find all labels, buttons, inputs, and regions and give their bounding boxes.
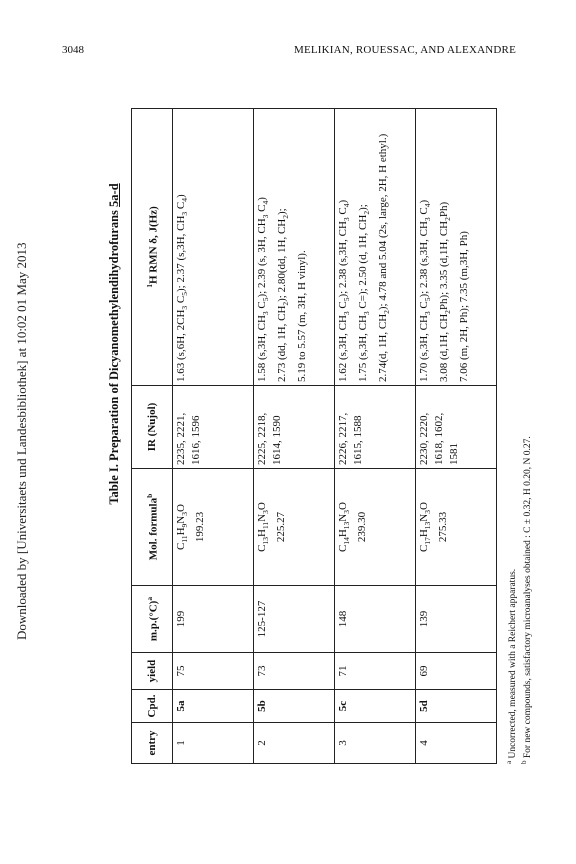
- nmr-line: 2.74(d, 1H, $CH_2$); 4.78 and 5.04 (2s, large, 2H, H ethyl.): [377, 133, 392, 382]
- header-mp-label: m.p.(°C): [147, 600, 160, 642]
- formula: $C_{14}H_{13}N_3O$: [337, 502, 352, 552]
- cell-entry: 2: [254, 723, 335, 764]
- cell-cpd: 5a: [173, 690, 254, 723]
- download-watermark: Downloaded by [Universitaets und Landesbibliothek] at 10:02 01 May 2013: [14, 242, 29, 640]
- nmr-line: 1.70 (s,3H, $CH_3$ $C_5$); 2.38 (s,3H, $CH_3$ $C_4$): [418, 199, 433, 382]
- formula: $C_{13}H_{11}N_3O$: [256, 502, 271, 552]
- header-mp-note: a: [144, 596, 154, 601]
- cell-nmr: [416, 109, 497, 386]
- cell-ir: [173, 386, 254, 469]
- cell-nmr: [173, 109, 254, 386]
- nmr-line: 1.58 (s,3H, $CH_3$ $C_5$); 2.39 (s, 3H, $CH_3$ $C_4$): [256, 197, 271, 382]
- cell-cpd: 5d: [416, 690, 497, 723]
- header-mp: [132, 586, 173, 653]
- nmr-line: 3.08 (d,1H, $CH_2Ph$); 3.35 (d,1H, $CH_2Ph$): [438, 201, 453, 382]
- cell-ir: [416, 386, 497, 469]
- table-title: [107, 74, 122, 614]
- cell-cpd: 5b: [254, 690, 335, 723]
- cell-ir: [254, 386, 335, 469]
- cell-yield: 69: [416, 653, 497, 690]
- molecular-weight: 239.30: [356, 511, 369, 543]
- footnote-text: Uncorrected, measured with a Reichert apparatus.: [508, 568, 519, 759]
- table-title-text: Table I. Preparation of Dicyanomethylendihydrofurans: [107, 206, 121, 505]
- header-formula-note: b: [144, 493, 154, 498]
- table-title-ref: 5a-d: [107, 183, 121, 207]
- header-yield: yield: [132, 653, 173, 690]
- ir-line: 1615, 1588: [352, 415, 364, 465]
- molecular-weight: 275.33: [437, 511, 450, 543]
- table-header-row: [132, 109, 173, 764]
- cell-yield: 75: [173, 653, 254, 690]
- footnote: [505, 74, 520, 764]
- cell-ir: [335, 386, 416, 469]
- header-formula-label: Mol. formula: [147, 497, 160, 561]
- molecular-weight: 199.23: [194, 511, 207, 543]
- cell-mp: 199: [173, 586, 254, 653]
- ir-line: 1618, 1602,: [433, 412, 445, 465]
- cell-mp: 125-127: [254, 586, 335, 653]
- header-nmr-sup: 1: [144, 284, 154, 288]
- cell-nmr: [254, 109, 335, 386]
- table-row: [254, 109, 335, 764]
- cell-nmr: [335, 109, 416, 386]
- header-nmr: [132, 109, 173, 386]
- formula: $C_{11}H_9N_3O$: [175, 504, 190, 550]
- cell-entry: 3: [335, 723, 416, 764]
- footnote-text: For new compounds, satisfactory microanalyses obtained : C ± 0.32, H 0.20, N 0.27.: [522, 436, 533, 759]
- nmr-line: 5.19 to 5.57 (m, 3H, H vinyl).: [296, 250, 309, 382]
- nmr-line: 1.62 (s,3H, $CH_3$ $C_5$); 2.38 (s,3H, $CH_3$ $C_4$): [337, 199, 352, 382]
- ir-line: 1614, 1590: [271, 415, 283, 465]
- cell-mp: 148: [335, 586, 416, 653]
- formula: $C_{17}H_{13}N_3O$: [418, 502, 433, 552]
- cell-formula: [254, 469, 335, 586]
- header-ir: IR (Nujol): [132, 386, 173, 469]
- footnote: [520, 74, 535, 764]
- nmr-line: 1.63 (s,6H, $2CH_3$ $C_5$); 2.37 (s,3H, $CH_3$ $C_4$): [175, 194, 190, 382]
- ir-line: 2225, 2218,: [256, 412, 268, 465]
- cell-formula: [173, 469, 254, 586]
- nmr-line: 1.75 (s,3H, $CH_3$ C=); 2.50 (d, 1H, $CH_2$);: [357, 204, 372, 382]
- header-cpd: Cpd.: [132, 690, 173, 723]
- nmr-line: 2.73 (dd, 1H, $CH_2$); 2.80(dd, 1H, $CH_2$);: [276, 208, 291, 382]
- rotated-table-block: [107, 74, 533, 764]
- ir-line: 2235, 2221,: [175, 412, 187, 465]
- running-head: MELIKIAN, ROUESSAC, AND ALEXANDRE: [293, 44, 516, 56]
- footnote-mark: b: [519, 760, 528, 764]
- cell-yield: 71: [335, 653, 416, 690]
- table-row: [416, 109, 497, 764]
- header-entry: entry: [132, 723, 173, 764]
- cell-cpd: 5c: [335, 690, 416, 723]
- ir-line: 2230, 2220,: [418, 412, 430, 465]
- ir-line: 2226, 2217,: [337, 412, 349, 465]
- table-row: [173, 109, 254, 764]
- cell-entry: 4: [416, 723, 497, 764]
- header-nmr-label: H RMN δ, J(Hz): [147, 206, 160, 285]
- cell-mp: 139: [416, 586, 497, 653]
- header-formula: [132, 469, 173, 586]
- nmr-line: 7.06 (m, 2H, Ph); 7.35 (m,3H, Ph): [458, 231, 471, 382]
- ir-line: 1581: [448, 443, 460, 465]
- cell-formula: [416, 469, 497, 586]
- molecular-weight: 225.27: [275, 511, 288, 543]
- page-number: 3048: [62, 44, 84, 56]
- cell-formula: [335, 469, 416, 586]
- table-body: [173, 109, 497, 764]
- cell-yield: 73: [254, 653, 335, 690]
- table-row: [335, 109, 416, 764]
- footnote-mark: a: [505, 760, 513, 764]
- ir-line: 1616, 1596: [190, 415, 202, 465]
- cell-entry: 1: [173, 723, 254, 764]
- table-footnotes: [505, 74, 534, 764]
- data-table: [131, 108, 497, 764]
